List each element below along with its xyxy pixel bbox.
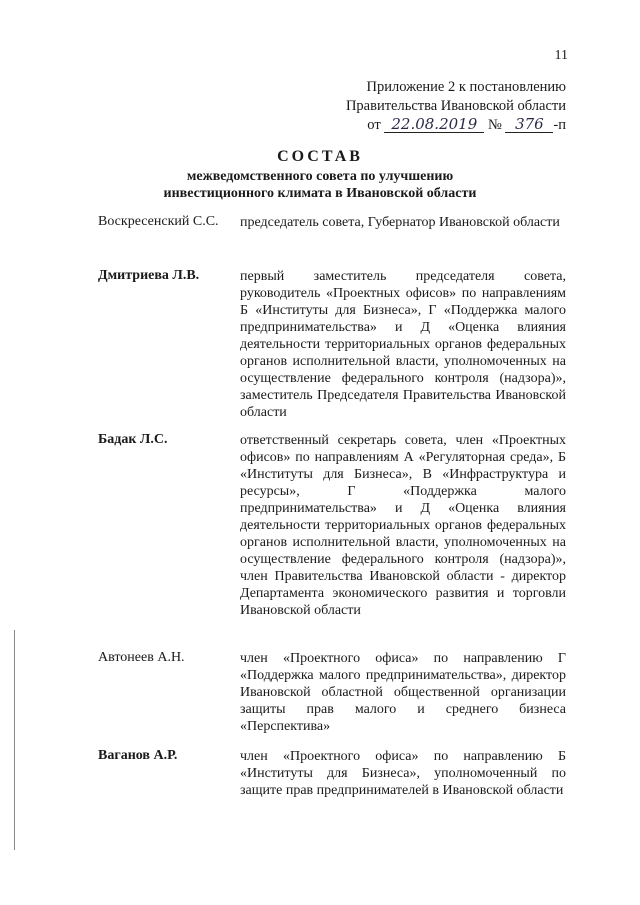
member-name: Бадак Л.С. [98, 432, 168, 447]
from-label: от [367, 117, 381, 133]
member-name: Воскресенский С.С. [98, 214, 219, 229]
number-sign: № [487, 117, 502, 133]
handwritten-number: 376 [505, 116, 553, 133]
appendix-header [246, 78, 566, 135]
page-number: 11 [554, 48, 568, 63]
member-role: член «Проектного офиса» по направлению Б «Институты для Бизнеса», уполномоченный по защите прав предпринимателей в Ивановской области [240, 749, 566, 798]
subtitle-line-1: межведомственного совета по улучшению [186, 169, 454, 184]
member-name: Ваганов А.Р. [98, 748, 178, 763]
scan-margin-mark [14, 630, 15, 850]
member-role: председатель совета, Губернатор Ивановской области [240, 215, 560, 230]
member-name: Дмитриева Л.В. [98, 268, 200, 283]
handwritten-date: 22.08.2019 [384, 116, 484, 133]
appendix-line-1: Приложение 2 к постановлению [366, 79, 566, 95]
document-title: СОСТАВ [277, 148, 363, 165]
appendix-line-3 [246, 116, 566, 135]
member-role: ответственный секретарь совета, член «Проектных офисов» по направлениям А «Регуляторная среда», Б «Институты для Бизнеса», В «Инфраструктура и ресурсы», Г «Поддержка малого предпринимательства» и Д «Оценка влияния деятельности территориальных органов федеральных органов исполнительной власти, уполномоченных на осуществление федерального контроля (надзора)», член Правительства Ивановской области - директор Департамента экономического развития и торговли Ивановской области [240, 433, 566, 618]
document-subtitle [0, 168, 640, 202]
member-name: Автонеев А.Н. [98, 650, 185, 665]
appendix-line-2: Правительства Ивановской области [345, 98, 566, 114]
member-role: первый заместитель председателя совета, руководитель «Проектных офисов» по направлениям Б «Институты для Бизнеса», Г «Поддержка малого предпринимательства» и Д «Оценка влияния деятельности территориальных органов федеральных органов исполнительной власти, уполномоченных на осуществление федерального контроля (надзора)», заместитель Председателя Правительства Ивановской области [240, 269, 566, 420]
member-role: член «Проектного офиса» по направлению Г «Поддержка малого предпринимательства», директор Ивановской областной общественной организации защиты прав малого и среднего бизнеса «Перспектива» [240, 651, 566, 734]
number-suffix: -п [553, 117, 566, 133]
subtitle-line-2: инвестиционного климата в Ивановской области [163, 186, 477, 201]
